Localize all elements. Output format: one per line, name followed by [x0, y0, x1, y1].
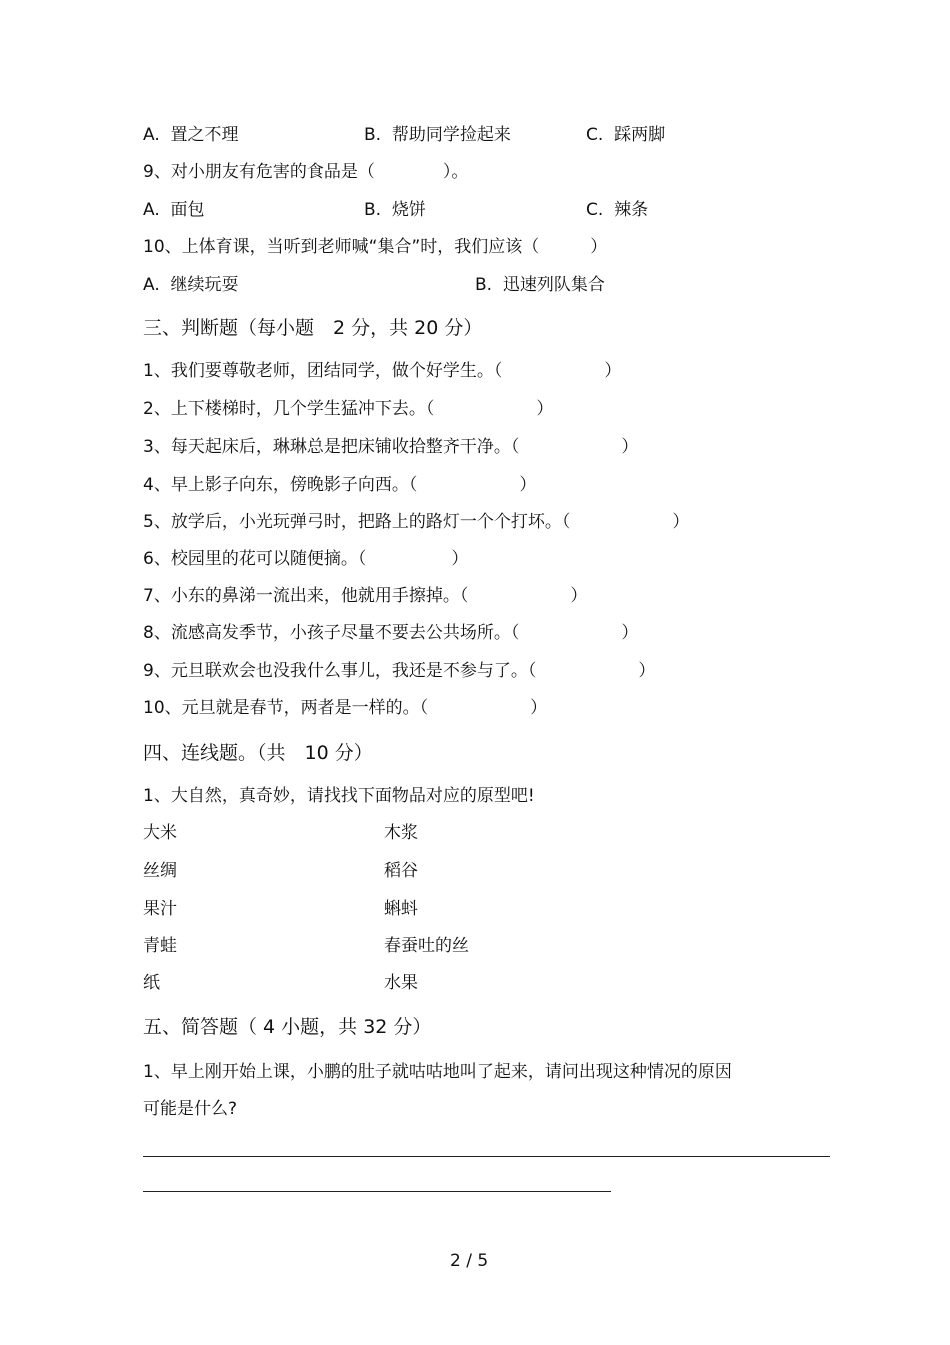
- q10-option-a: A. 继续玩耍: [143, 275, 239, 295]
- match-left-2: 丝绸: [143, 861, 177, 881]
- judge-item-8: 8、流感高发季节，小孩子尽量不要去公共场所。（ ）: [143, 623, 639, 643]
- q8-option-a: A. 置之不理: [143, 125, 239, 145]
- judge-item-6: 6、校园里的花可以随便摘。（ ）: [143, 549, 469, 569]
- judge-item-1: 1、我们要尊敬老师，团结同学，做个好学生。（ ）: [143, 361, 622, 381]
- judge-item-10: 10、元旦就是春节，两者是一样的。（ ）: [143, 698, 548, 718]
- judge-item-4: 4、早上影子向东，傍晚影子向西。（ ）: [143, 475, 537, 495]
- short-answer-q1-line2: 可能是什么?: [143, 1099, 238, 1119]
- judge-item-3: 3、每天起床后，琳琳总是把床铺收拾整齐干净。（ ）: [143, 437, 639, 457]
- match-right-3: 蝌蚪: [384, 899, 418, 919]
- q9-option-c: C. 辣条: [586, 200, 649, 220]
- section5-title: 五、简答题（ 4 小题，共 32 分）: [143, 1016, 432, 1038]
- match-left-5: 纸: [143, 973, 160, 993]
- q10-option-b: B. 迅速列队集合: [475, 275, 605, 295]
- answer-line-2[interactable]: [143, 1191, 611, 1192]
- q9-option-a: A. 面包: [143, 200, 205, 220]
- match-right-2: 稻谷: [384, 861, 418, 881]
- q10-stem: 10、上体育课，当听到老师喊“集合”时，我们应该（ ）: [143, 237, 608, 257]
- q8-option-c: C. 踩两脚: [586, 125, 666, 145]
- judge-item-7: 7、小东的鼻涕一流出来，他就用手擦掉。（ ）: [143, 586, 588, 606]
- match-left-3: 果汁: [143, 899, 177, 919]
- q9-stem: 9、对小朋友有危害的食品是（ ）。: [143, 162, 469, 182]
- short-answer-q1-line1: 1、早上刚开始上课，小鹏的肚子就咕咕地叫了起来，请问出现这种情况的原因: [143, 1062, 732, 1082]
- page-number: 2 / 5: [450, 1251, 489, 1271]
- match-left-1: 大米: [143, 823, 177, 843]
- answer-line-1[interactable]: [143, 1156, 830, 1157]
- match-right-4: 春蚕吐的丝: [384, 936, 469, 956]
- judge-item-5: 5、放学后，小光玩弹弓时，把路上的路灯一个个打坏。（ ）: [143, 512, 690, 532]
- match-question: 1、大自然，真奇妙，请找找下面物品对应的原型吧!: [143, 786, 535, 806]
- section3-title: 三、判断题（每小题 2 分，共 20 分）: [143, 317, 483, 339]
- judge-item-2: 2、上下楼梯时，几个学生猛冲下去。（ ）: [143, 399, 554, 419]
- match-left-4: 青蛙: [143, 936, 177, 956]
- judge-item-9: 9、元旦联欢会也没我什么事儿，我还是不参与了。（ ）: [143, 661, 656, 681]
- match-right-1: 木浆: [384, 823, 418, 843]
- q8-option-b: B. 帮助同学捡起来: [364, 125, 511, 145]
- section4-title: 四、连线题。（共 10 分）: [143, 742, 373, 764]
- q9-option-b: B. 烧饼: [364, 200, 426, 220]
- match-right-5: 水果: [384, 973, 418, 993]
